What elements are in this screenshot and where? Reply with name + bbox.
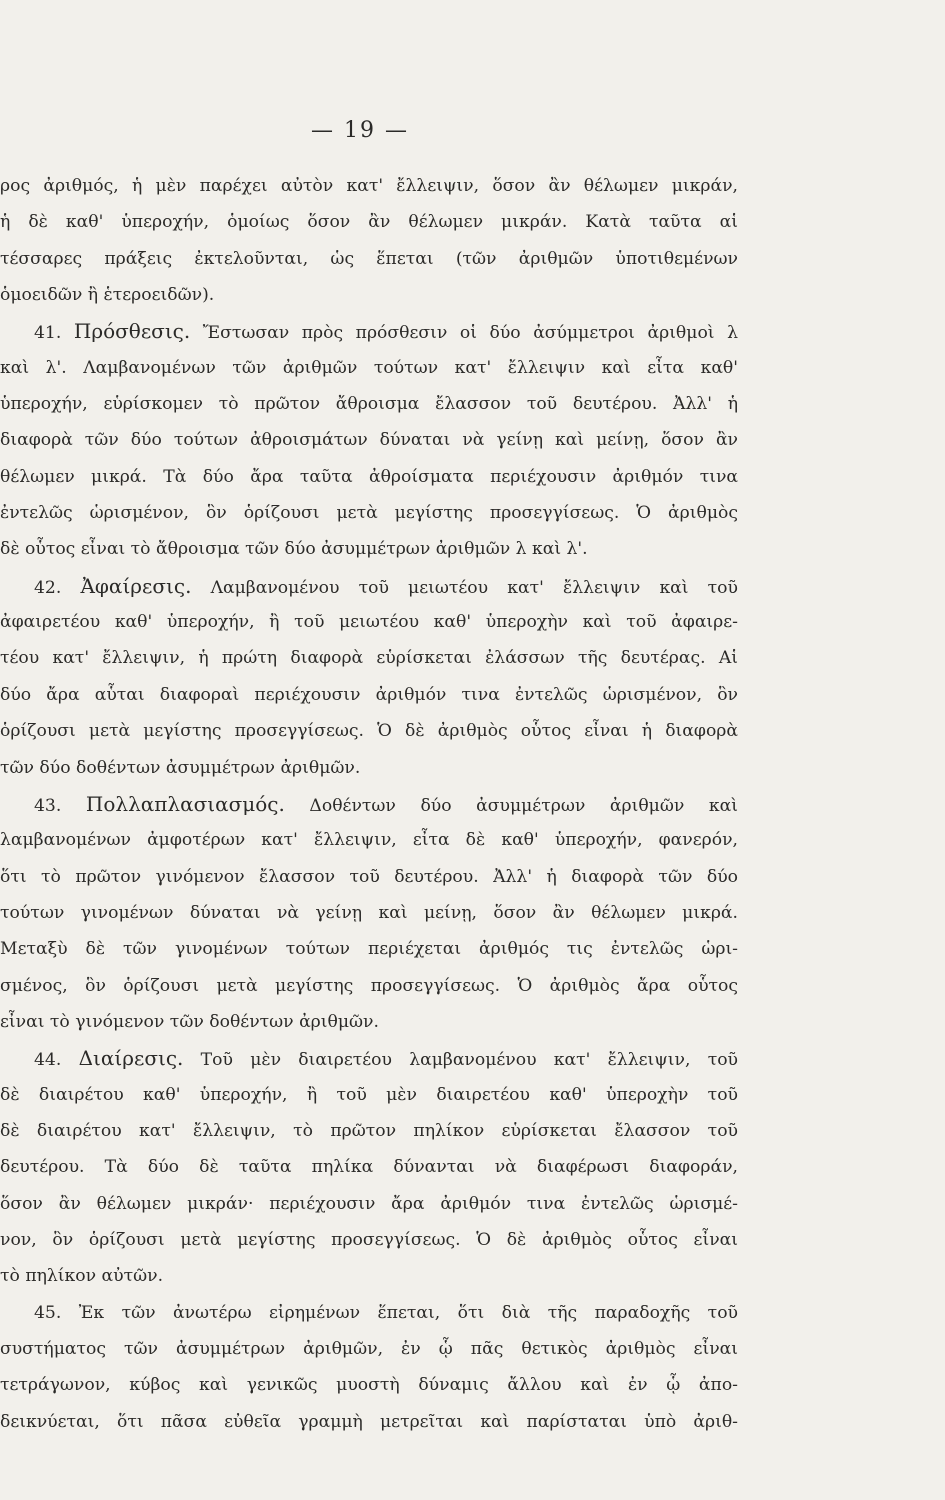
line-text: Δοθέντων δύο ἀσυμμέτρων ἀριθμῶν καὶ	[284, 795, 738, 816]
text-line	[0, 204, 738, 240]
text-line	[0, 1004, 738, 1040]
line-text: ἀφαιρετέου καθ' ὑπεροχήν, ἢ τοῦ μειωτέου καθ' ὑπεροχὴν καὶ τοῦ ἀφαιρε-	[0, 612, 738, 633]
line-text: ἐντελῶς ὡρισμένον, ὃν ὁρίζουσι μετὰ μεγίστης προσεγγίσεως. Ὁ ἀριθμὸς	[0, 503, 738, 524]
line-text: λαμβανομένων ἀμφοτέρων κατ' ἔλλειψιν, εἶτα δὲ καθ' ὑπεροχήν, φανερόν,	[0, 830, 738, 851]
section-number: 41.	[34, 323, 74, 344]
line-text: ὅσον ἂν θέλωμεν μικράν· περιέχουσιν ἄρα ἀριθμόν τινα ἐντελῶς ὡρισμέ-	[0, 1193, 738, 1214]
text-line	[0, 1077, 738, 1113]
section-heading: Πολλαπλασιασμός.	[85, 791, 285, 816]
line-text: τούτων γινομένων δύναται νὰ γείνῃ καὶ μείνῃ, ὅσον ἂν θέλωμεν μικρά.	[0, 902, 738, 923]
line-text: Λαμβανομένου τοῦ μειωτέου κατ' ἔλλειψιν καὶ τοῦ	[191, 577, 738, 598]
text-line	[0, 1186, 738, 1222]
line-text: ὑπεροχήν, εὑρίσκομεν τὸ πρῶτον ἄθροισμα ἔλασσον τοῦ δευτέρου. Ἀλλ' ἡ	[0, 394, 738, 415]
line-text: διαφορὰ τῶν δύο τούτων ἀθροισμάτων δύναται νὰ γείνῃ καὶ μείνῃ, ὅσον ἂν	[0, 430, 738, 451]
text-line	[0, 350, 738, 386]
line-text: δύο ἄρα αὗται διαφοραὶ περιέχουσιν ἀριθμόν τινα ἐντελῶς ὡρισμένον, ὃν	[0, 684, 738, 705]
line-text: τετράγωνον, κύβος καὶ γενικῶς μυοστὴ δύναμις ἄλλου καὶ ἐν ᾧ ἀπο-	[0, 1375, 738, 1396]
section-number: 42.	[34, 577, 81, 598]
line-text: θέλωμεν μικρά. Τὰ δύο ἄρα ταῦτα ἀθροίσματα περιέχουσιν ἀριθμόν τινα	[0, 466, 738, 487]
line-text: Μεταξὺ δὲ τῶν γινομένων τούτων περιέχεται ἀριθμός τις ἐντελῶς ὡρι-	[0, 939, 738, 960]
text-line	[0, 968, 738, 1004]
line-text: δεικνύεται, ὅτι πᾶσα εὐθεῖα γραμμὴ μετρεῖται καὶ παρίσταται ὑπὸ ἀριθ-	[0, 1411, 738, 1432]
text-line	[0, 241, 738, 277]
text-line	[0, 931, 738, 967]
text-line	[0, 1295, 738, 1331]
text-line	[0, 168, 738, 204]
text-line	[0, 786, 738, 822]
line-text: δὲ διαιρέτου κατ' ἔλλειψιν, τὸ πρῶτον πηλίκον εὑρίσκεται ἔλασσον τοῦ	[0, 1120, 738, 1141]
line-text: Ἔστωσαν πρὸς πρόσθεσιν οἱ δύο ἀσύμμετροι ἀριθμοὶ λ	[190, 323, 738, 344]
line-text: ὅτι τὸ πρῶτον γινόμενον ἔλασσον τοῦ δευτέρου. Ἀλλ' ἡ διαφορὰ τῶν δύο	[0, 866, 738, 887]
page-number: — 19 —	[311, 118, 409, 143]
line-text: τῶν δύο δοθέντων ἀσυμμέτρων ἀριθμῶν.	[0, 757, 361, 778]
section-heading: Διαίρεσις.	[78, 1046, 184, 1071]
text-line	[0, 604, 738, 640]
section-number: 44.	[34, 1050, 79, 1071]
line-text: δὲ διαιρέτου καθ' ὑπεροχήν, ἢ τοῦ μὲν διαιρετέου καθ' ὑπεροχὴν τοῦ	[0, 1084, 738, 1105]
text-line	[0, 859, 738, 895]
text-line	[0, 531, 738, 567]
text-line	[0, 713, 738, 749]
text-line	[0, 677, 738, 713]
text-line	[0, 1258, 738, 1294]
section-number: 43.	[34, 795, 86, 816]
text-line	[0, 1367, 738, 1403]
text-line	[0, 386, 738, 422]
line-text: ὁρίζουσι μετὰ μεγίστης προσεγγίσεως. Ὁ δὲ ἀριθμὸς οὗτος εἶναι ἡ διαφορὰ	[0, 721, 738, 742]
line-text: δὲ οὗτος εἶναι τὸ ἄθροισμα τῶν δύο ἀσυμμέτρων ἀριθμῶν λ καὶ λ'.	[0, 539, 588, 560]
line-text: συστήματος τῶν ἀσυμμέτρων ἀριθμῶν, ἐν ᾧ πᾶς θετικὸς ἀριθμὸς εἶναι	[0, 1339, 738, 1359]
line-text: δευτέρου. Τὰ δύο δὲ ταῦτα πηλίκα δύνανται νὰ διαφέρωσι διαφοράν,	[0, 1157, 738, 1178]
line-text: 45. Ἐκ τῶν ἀνωτέρω εἰρημένων ἕπεται, ὅτι διὰ τῆς παραδοχῆς τοῦ	[34, 1302, 738, 1323]
text-line	[0, 822, 738, 858]
text-line	[0, 422, 738, 458]
text-line	[0, 313, 738, 349]
text-line	[0, 459, 738, 495]
text-line	[0, 1404, 738, 1440]
line-text: καὶ λ'. Λαμβανομένων τῶν ἀριθμῶν τούτων κατ' ἔλλειψιν καὶ εἶτα καθ'	[0, 357, 738, 378]
text-line	[0, 1040, 738, 1076]
text-line	[0, 640, 738, 676]
text-line	[0, 750, 738, 786]
line-text: Τοῦ μὲν διαιρετέου λαμβανομένου κατ' ἔλλειψιν, τοῦ	[183, 1050, 738, 1071]
text-line	[0, 495, 738, 531]
line-text: εἶναι τὸ γινόμενον τῶν δοθέντων ἀριθμῶν.	[0, 1011, 379, 1032]
text-line	[0, 1113, 738, 1149]
text-line	[0, 568, 738, 604]
body-text	[0, 168, 738, 1440]
line-text: τὸ πηλίκον αὐτῶν.	[0, 1266, 164, 1287]
section-heading: Ἀφαίρεσις.	[80, 573, 192, 598]
line-text: τέσσαρες πράξεις ἐκτελοῦνται, ὡς ἕπεται (τῶν ἀριθμῶν ὑποτιθεμένων	[0, 248, 738, 269]
line-text: ἡ δὲ καθ' ὑπεροχήν, ὁμοίως ὅσον ἂν θέλωμεν μικράν. Κατὰ ταῦτα αἱ	[0, 212, 738, 233]
text-line	[0, 1222, 738, 1258]
line-text: ὁμοειδῶν ἢ ἑτεροειδῶν).	[0, 285, 215, 306]
text-line	[0, 1331, 738, 1367]
text-line	[0, 895, 738, 931]
line-text: σμένος, ὃν ὁρίζουσι μετὰ μεγίστης προσεγγίσεως. Ὁ ἀριθμὸς ἄρα οὗτος	[0, 975, 738, 996]
text-line	[0, 1149, 738, 1185]
line-text: ρος ἀριθμός, ἡ μὲν παρέχει αὐτὸν κατ' ἔλλειψιν, ὅσον ἂν θέλωμεν μικράν,	[0, 176, 738, 196]
line-text: τέου κατ' ἔλλειψιν, ἡ πρώτη διαφορὰ εὑρίσκεται ἐλάσσων τῆς δευτέρας. Αἱ	[0, 648, 738, 669]
text-line	[0, 277, 738, 313]
line-text: νον, ὃν ὁρίζουσι μετὰ μεγίστης προσεγγίσεως. Ὁ δὲ ἀριθμὸς οὗτος εἶναι	[0, 1229, 738, 1250]
section-heading: Πρόσθεσις.	[73, 319, 191, 344]
